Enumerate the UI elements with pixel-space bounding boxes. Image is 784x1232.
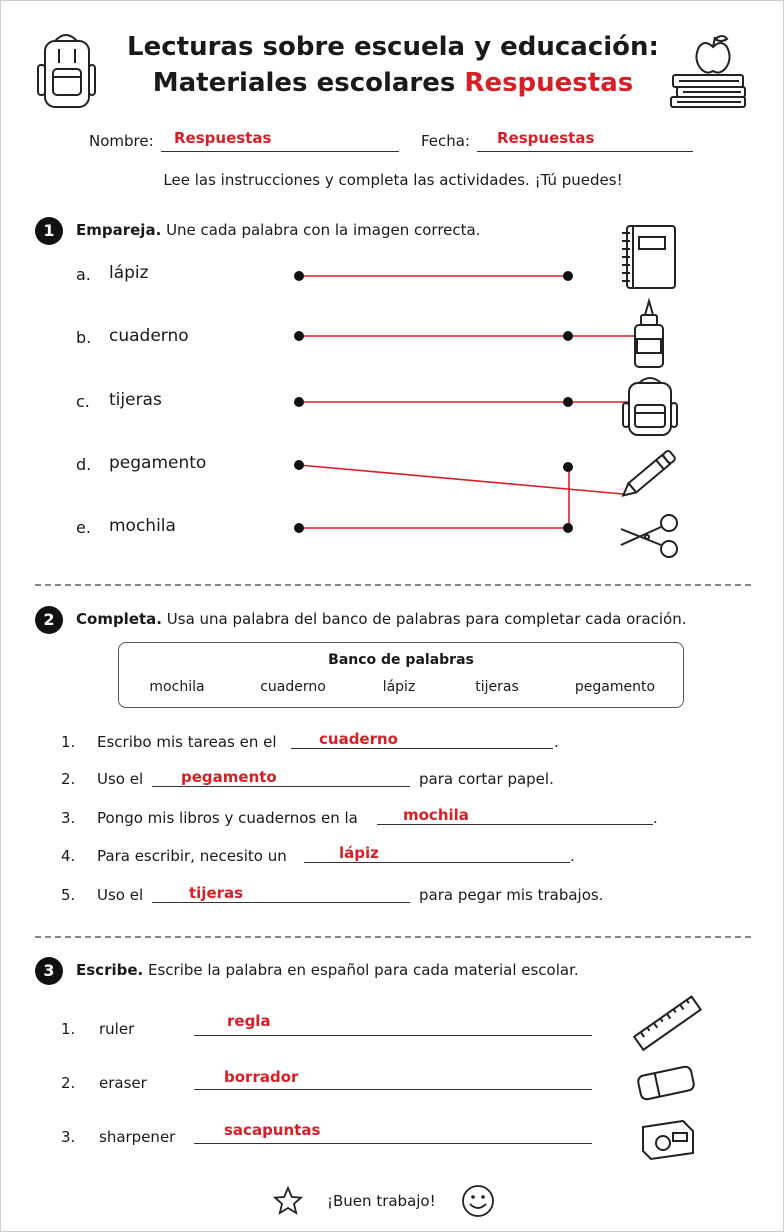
glue-icon	[631, 299, 667, 369]
write-3-line	[194, 1143, 592, 1144]
match-letter-e: e.	[76, 518, 91, 537]
match-word-mochila: mochila	[109, 516, 176, 536]
section2-number: 2	[35, 606, 63, 634]
sentence-3-after: .	[653, 809, 658, 827]
title-subject: Materiales escolares	[152, 68, 456, 98]
match-word-pegamento: pegamento	[109, 453, 207, 473]
section-divider-1	[35, 584, 751, 586]
sharpener-icon	[637, 1113, 697, 1165]
sentence-3-before: Pongo mis libros y cuadernos en la	[97, 809, 358, 827]
write-3-answer[interactable]: sacapuntas	[224, 1121, 321, 1139]
match-dot-c-right	[563, 397, 573, 407]
sentence-4-before: Para escribir, necesito un	[97, 847, 287, 865]
match-dot-d-left	[294, 460, 304, 470]
match-line-e	[299, 467, 569, 528]
match-dot-d-right	[563, 462, 573, 472]
match-line-d	[299, 465, 623, 494]
bank-word-mochila: mochila	[149, 679, 205, 695]
bank-word-cuaderno: cuaderno	[260, 679, 326, 695]
bank-word-lapiz: lápiz	[382, 679, 416, 695]
write-3-number: 3.	[61, 1128, 76, 1146]
date-label: Fecha:	[421, 132, 471, 150]
match-dot-e-left	[294, 523, 304, 533]
name-label: Nombre:	[89, 132, 154, 150]
footer-message: ¡Buen trabajo!	[327, 1192, 436, 1210]
match-letter-d: d.	[76, 455, 92, 474]
sentence-5-before: Uso el	[97, 886, 144, 904]
sentence-1-after: .	[554, 733, 559, 751]
sentence-3-answer[interactable]: mochila	[403, 806, 469, 824]
write-1-number: 1.	[61, 1020, 76, 1038]
section2-heading: Completa. Usa una palabra del banco de palabras para completar cada oración.	[76, 610, 687, 628]
backpack-icon-match	[621, 373, 679, 439]
match-dot-a-right	[563, 271, 573, 281]
match-word-lapiz: lápiz	[109, 263, 149, 283]
date-field[interactable]: Respuestas	[497, 129, 595, 147]
write-2-english: eraser	[99, 1074, 147, 1092]
sentence-4-number: 4.	[61, 847, 76, 865]
section-divider-2	[35, 936, 751, 938]
smiley-icon	[461, 1184, 495, 1218]
sentence-4-after: .	[570, 847, 575, 865]
word-bank	[118, 642, 684, 708]
sentence-2-line	[152, 786, 410, 787]
sentence-5-number: 5.	[61, 886, 76, 904]
pencil-icon	[617, 445, 683, 501]
bank-word-pegamento: pegamento	[574, 679, 656, 695]
sentence-5-line	[152, 902, 410, 903]
section1-number: 1	[35, 217, 63, 245]
section3-heading: Escribe. Escribe la palabra en español para cada material escolar.	[76, 961, 579, 979]
match-dot-a-left	[294, 271, 304, 281]
sentence-4-answer[interactable]: lápiz	[339, 844, 379, 862]
match-dot-c-left	[294, 397, 304, 407]
word-bank-title: Banco de palabras	[328, 652, 474, 668]
match-dot-b-left	[294, 331, 304, 341]
star-icon	[273, 1186, 303, 1216]
write-2-line	[194, 1089, 592, 1090]
sentence-2-before: Uso el	[97, 770, 144, 788]
match-dot-b-right	[563, 331, 573, 341]
page-title-line1: Lecturas sobre escuela y educación:	[127, 32, 659, 62]
sentence-3-number: 3.	[61, 809, 76, 827]
write-1-answer[interactable]: regla	[227, 1012, 271, 1030]
sentence-5-after: para pegar mis trabajos.	[419, 886, 604, 904]
sentence-2-answer[interactable]: pegamento	[181, 768, 277, 786]
match-letter-c: c.	[76, 392, 90, 411]
eraser-icon	[635, 1061, 697, 1105]
name-field[interactable]: Respuestas	[174, 129, 272, 147]
match-word-cuaderno: cuaderno	[109, 326, 189, 346]
sentence-1-line	[291, 748, 553, 749]
sentence-1-answer[interactable]: cuaderno	[319, 730, 398, 748]
section1-heading: Empareja. Une cada palabra con la imagen correcta.	[76, 221, 481, 239]
match-dot-e-right	[563, 523, 573, 533]
match-letter-b: b.	[76, 328, 92, 347]
match-letter-a: a.	[76, 265, 91, 284]
write-3-english: sharpener	[99, 1128, 176, 1146]
write-2-number: 2.	[61, 1074, 76, 1092]
section3-number: 3	[35, 957, 63, 985]
sentence-3-line	[377, 824, 653, 825]
sentence-2-after: para cortar papel.	[419, 770, 554, 788]
match-word-tijeras: tijeras	[109, 390, 162, 410]
write-2-answer[interactable]: borrador	[224, 1068, 299, 1086]
sentence-2-number: 2.	[61, 770, 76, 788]
write-1-line	[194, 1035, 592, 1036]
notebook-icon	[619, 223, 679, 291]
sentence-1-before: Escribo mis tareas en el	[97, 733, 277, 751]
scissors-icon	[617, 511, 683, 563]
instructions: Lee las instrucciones y completa las actividades. ¡Tú puedes!	[163, 171, 623, 189]
sentence-1-number: 1.	[61, 733, 76, 751]
sentence-5-answer[interactable]: tijeras	[189, 884, 244, 902]
title-answers: Respuestas	[464, 68, 634, 98]
ruler-icon	[631, 991, 705, 1057]
bank-word-tijeras: tijeras	[475, 679, 519, 695]
sentence-4-line	[304, 862, 570, 863]
write-1-english: ruler	[99, 1020, 135, 1038]
